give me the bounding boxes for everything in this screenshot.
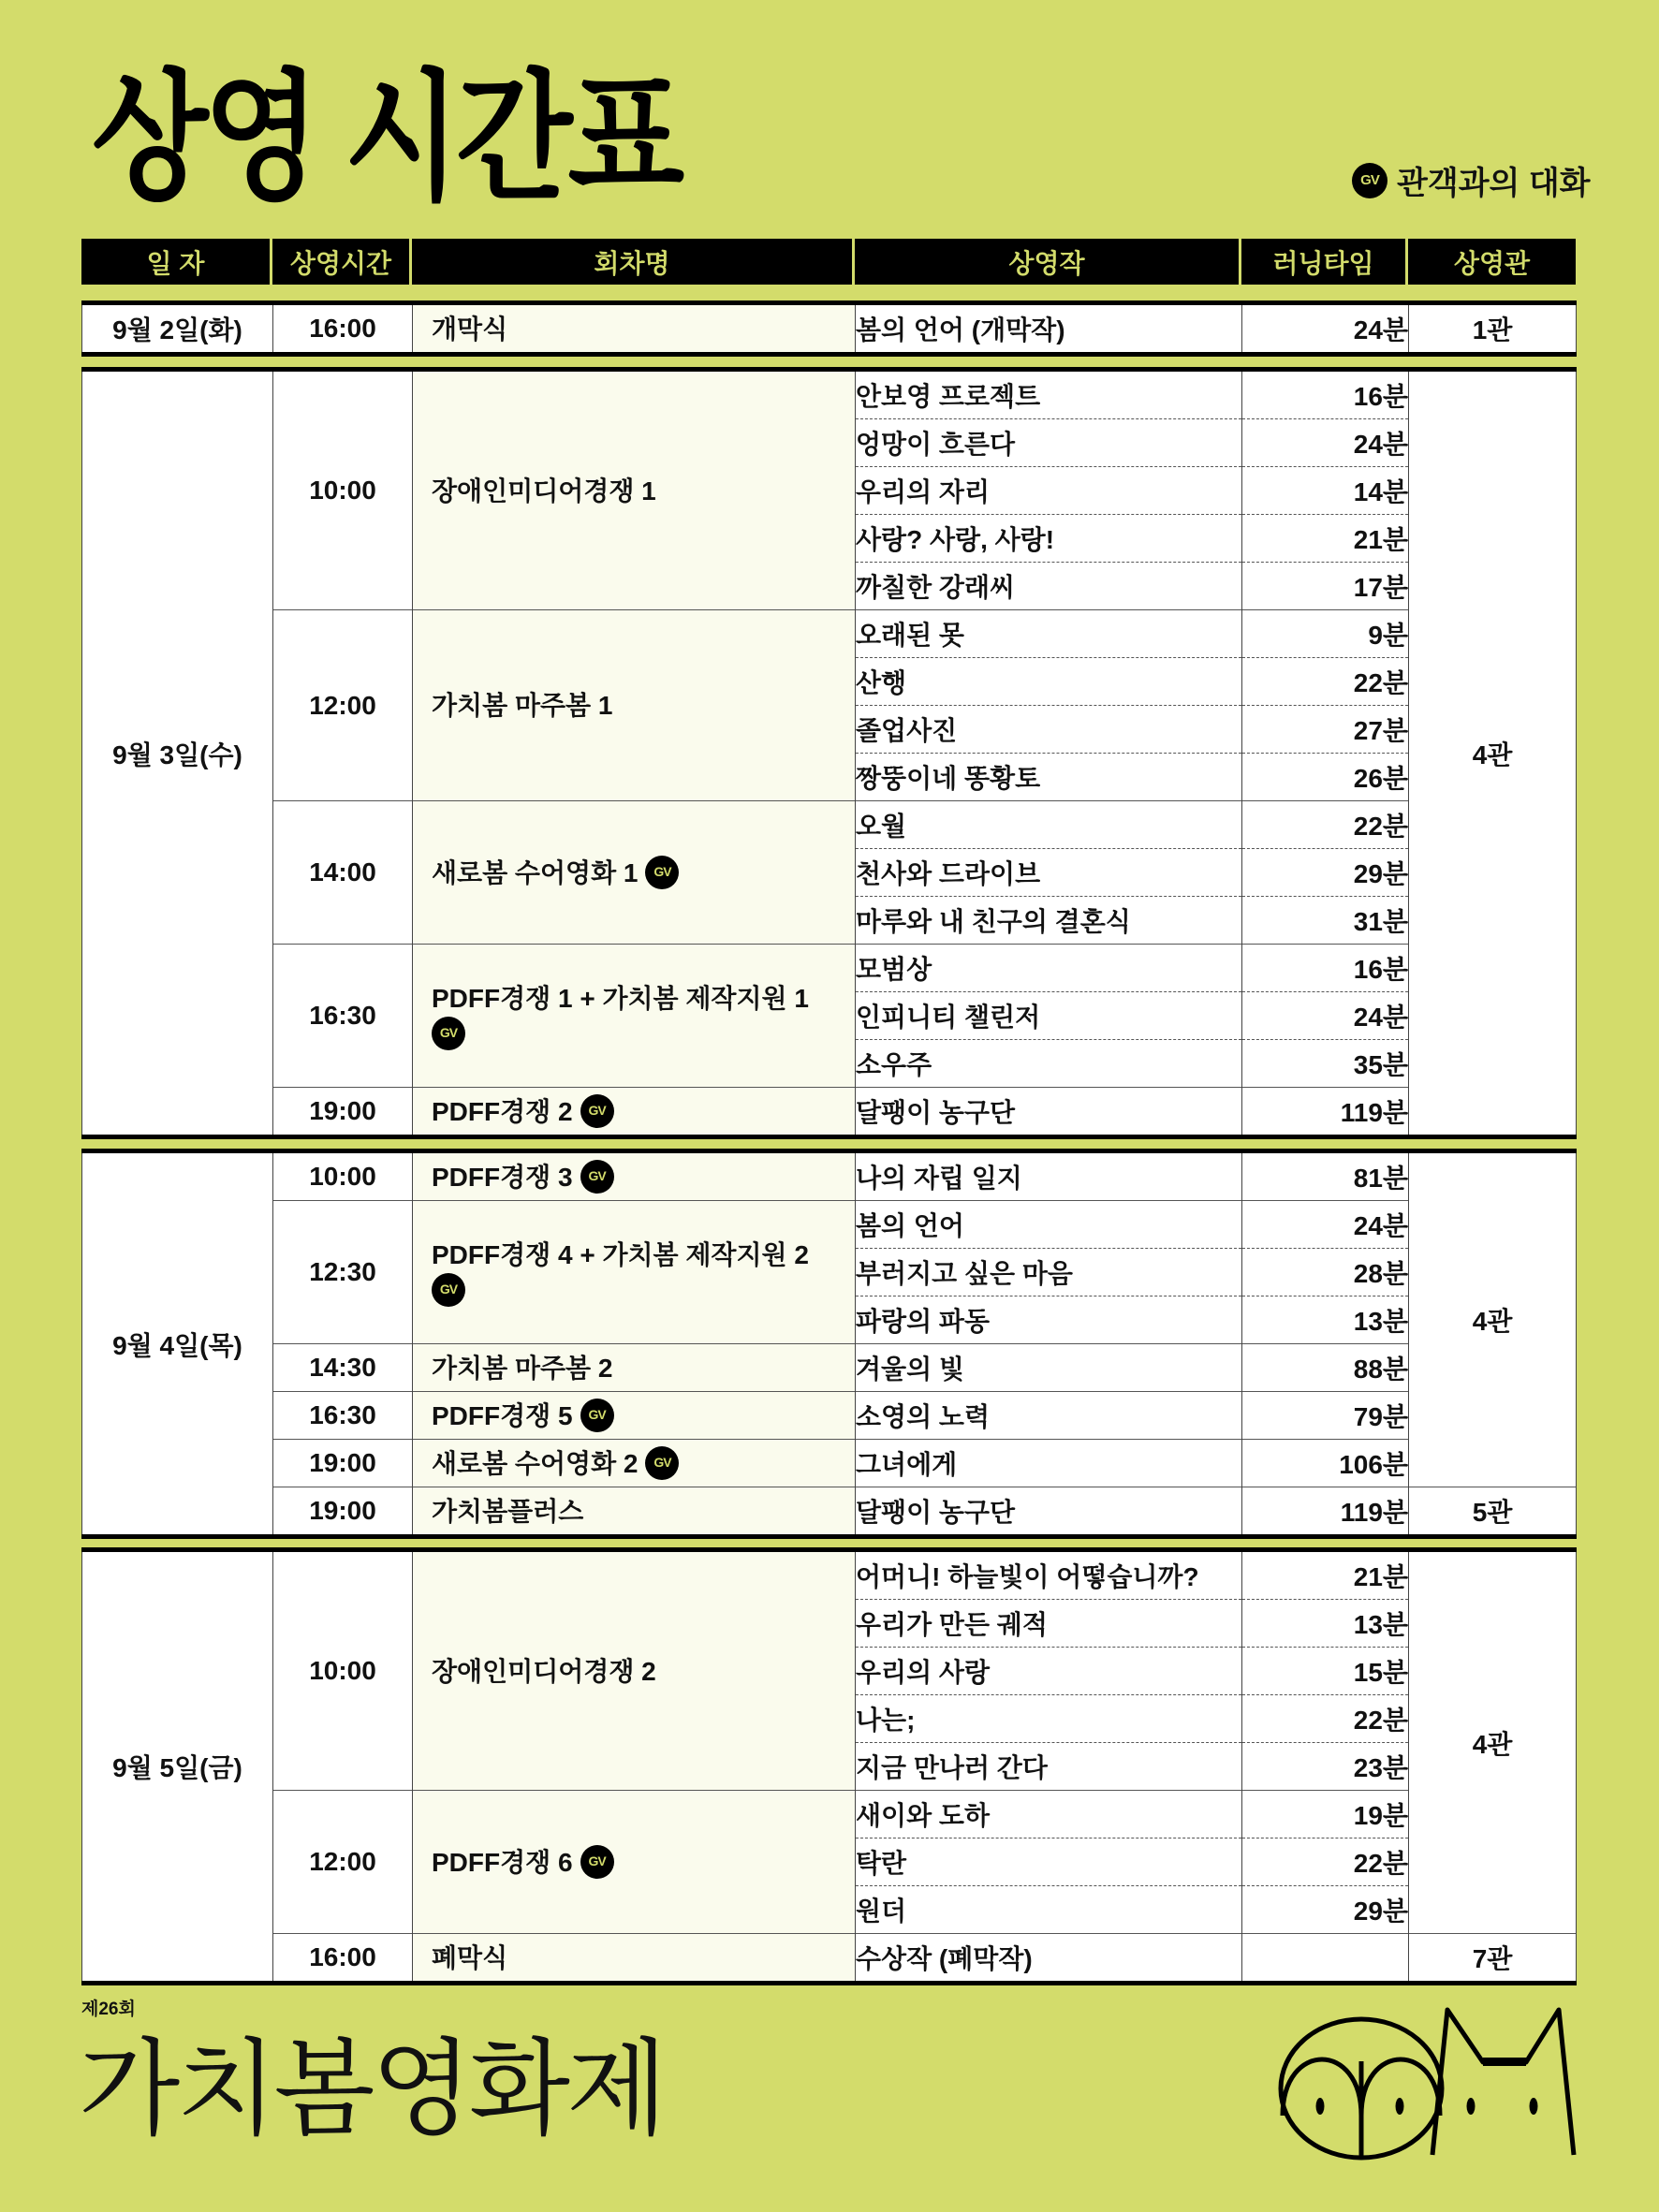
film-runtime: 24분 (1242, 303, 1409, 355)
session-name-text: PDFF경쟁 4 + 가치봄 제작지원 2 (432, 1239, 809, 1269)
table-row (82, 1392, 1577, 1440)
venue-cell: 4관 (1409, 1550, 1577, 1934)
film-runtime (1242, 1934, 1409, 1984)
gv-legend (1352, 157, 1591, 203)
table-row (82, 370, 1577, 419)
festival-logo: 가치봄영화제 (79, 2030, 665, 2147)
date-cell: 9월 3일(수) (82, 370, 273, 1137)
session-name (413, 303, 856, 355)
session-name-text: 장애인미디어경쟁 1 (432, 476, 656, 505)
film-runtime: 28분 (1242, 1249, 1409, 1296)
session-name-wrap (432, 1845, 844, 1879)
venue-cell: 4관 (1409, 370, 1577, 1137)
film-title: 탁란 (856, 1838, 1242, 1886)
film-title: 까칠한 강래씨 (856, 563, 1242, 610)
session-name (413, 945, 856, 1088)
session-time: 10:00 (273, 1151, 413, 1201)
session-time: 16:00 (273, 1934, 413, 1984)
session-name (413, 370, 856, 610)
table-row (82, 801, 1577, 849)
film-title: 어머니! 하늘빛이 어떻습니까? (856, 1550, 1242, 1600)
session-name-wrap (432, 1094, 844, 1128)
table-row (82, 303, 1577, 355)
session-name-wrap (432, 1160, 844, 1194)
film-runtime: 16분 (1242, 370, 1409, 419)
session-name (413, 1151, 856, 1201)
table-row (82, 1487, 1577, 1537)
film-title: 오월 (856, 801, 1242, 849)
film-title: 우리의 자리 (856, 467, 1242, 515)
session-name (413, 1934, 856, 1984)
table-row (82, 945, 1577, 992)
film-runtime: 106분 (1242, 1440, 1409, 1487)
film-title: 사랑? 사랑, 사랑! (856, 515, 1242, 563)
film-runtime: 19분 (1242, 1791, 1409, 1838)
film-title: 봄의 언어 (856, 1201, 1242, 1249)
date-cell: 9월 5일(금) (82, 1550, 273, 1984)
header-film: 상영작 (855, 239, 1239, 285)
film-title: 부러지고 싶은 마음 (856, 1249, 1242, 1296)
session-name (413, 610, 856, 801)
session-name-text: PDFF경쟁 2 (432, 1096, 573, 1126)
session-name-text: 가치봄 마주봄 2 (432, 1353, 613, 1383)
owl-cat-mascot-icon (1273, 2003, 1582, 2162)
film-runtime: 79분 (1242, 1392, 1409, 1440)
film-title: 산행 (856, 658, 1242, 706)
session-time: 16:30 (273, 1392, 413, 1440)
gv-badge-icon: GV (432, 1273, 465, 1307)
film-runtime: 24분 (1242, 419, 1409, 467)
session-time: 19:00 (273, 1088, 413, 1137)
film-title: 수상작 (폐막작) (856, 1934, 1242, 1984)
film-title: 파랑의 파동 (856, 1296, 1242, 1344)
film-title: 마루와 내 친구의 결혼식 (856, 897, 1242, 945)
venue-cell: 1관 (1409, 303, 1577, 355)
film-title: 졸업사진 (856, 706, 1242, 754)
film-runtime: 88분 (1242, 1344, 1409, 1392)
film-title: 천사와 드라이브 (856, 849, 1242, 897)
header-runtime: 러닝타임 (1241, 239, 1405, 285)
session-name (413, 1201, 856, 1344)
session-name-wrap (432, 1495, 844, 1528)
session-name-text: 가치봄 마주봄 1 (432, 691, 613, 720)
film-runtime: 22분 (1242, 658, 1409, 706)
film-runtime: 14분 (1242, 467, 1409, 515)
session-time: 10:00 (273, 1550, 413, 1791)
film-title: 소우주 (856, 1040, 1242, 1088)
session-name-text: 새로봄 수어영화 1 (432, 857, 639, 887)
gv-badge-icon: GV (645, 1446, 679, 1480)
film-title: 그녀에게 (856, 1440, 1242, 1487)
table-row (82, 1201, 1577, 1249)
film-runtime: 35분 (1242, 1040, 1409, 1088)
gv-badge-icon: GV (1352, 163, 1387, 198)
film-runtime: 27분 (1242, 706, 1409, 754)
session-time: 16:30 (273, 945, 413, 1088)
session-time: 12:00 (273, 610, 413, 801)
film-title: 새이와 도하 (856, 1791, 1242, 1838)
film-runtime: 119분 (1242, 1487, 1409, 1537)
session-name-wrap (432, 1655, 844, 1688)
gv-badge-icon: GV (580, 1399, 614, 1432)
session-name-wrap (432, 1399, 844, 1432)
session-name-wrap (432, 475, 844, 507)
table-row (82, 610, 1577, 658)
session-name (413, 1440, 856, 1487)
page-title: 상영 시간표 (92, 59, 680, 216)
session-time: 10:00 (273, 370, 413, 610)
film-runtime: 17분 (1242, 563, 1409, 610)
film-runtime: 22분 (1242, 1695, 1409, 1743)
day-block (81, 1547, 1577, 1985)
date-cell: 9월 2일(화) (82, 303, 273, 355)
session-name-text: PDFF경쟁 3 (432, 1162, 573, 1192)
film-runtime: 15분 (1242, 1648, 1409, 1695)
film-runtime: 13분 (1242, 1600, 1409, 1648)
table-header (81, 239, 1576, 285)
film-runtime: 24분 (1242, 1201, 1409, 1249)
film-title: 봄의 언어 (개막작) (856, 303, 1242, 355)
film-title: 원더 (856, 1886, 1242, 1934)
session-name-wrap (432, 1446, 844, 1480)
session-name-wrap (432, 856, 844, 889)
film-title: 우리가 만든 궤적 (856, 1600, 1242, 1648)
film-title: 나의 자립 일지 (856, 1151, 1242, 1201)
session-time: 12:30 (273, 1201, 413, 1344)
table-row (82, 1151, 1577, 1201)
session-name-text: 장애인미디어경쟁 2 (432, 1656, 656, 1686)
session-name-wrap (432, 313, 844, 345)
session-name (413, 1344, 856, 1392)
session-name-text: 폐막식 (432, 1942, 508, 1972)
session-name-wrap (432, 1352, 844, 1384)
film-runtime: 23분 (1242, 1743, 1409, 1791)
session-name-text: 새로봄 수어영화 2 (432, 1448, 639, 1478)
session-name-text: 가치봄플러스 (432, 1496, 584, 1526)
film-title: 엉망이 흐른다 (856, 419, 1242, 467)
film-runtime: 31분 (1242, 897, 1409, 945)
film-title: 모범상 (856, 945, 1242, 992)
gv-badge-icon: GV (580, 1160, 614, 1194)
film-title: 나는; (856, 1695, 1242, 1743)
day-block (81, 1149, 1577, 1539)
table-row (82, 1440, 1577, 1487)
session-time: 12:00 (273, 1791, 413, 1934)
session-name-text: 개막식 (432, 314, 508, 344)
film-runtime: 21분 (1242, 1550, 1409, 1600)
session-name-wrap (432, 689, 844, 722)
session-name-wrap (432, 1941, 844, 1974)
film-runtime: 24분 (1242, 992, 1409, 1040)
session-name (413, 801, 856, 945)
session-name-text: PDFF경쟁 5 (432, 1400, 573, 1430)
session-name (413, 1550, 856, 1791)
header-session: 회차명 (412, 239, 852, 285)
festival-edition: 제26회 (81, 2000, 136, 2019)
film-runtime: 22분 (1242, 1838, 1409, 1886)
film-runtime: 9분 (1242, 610, 1409, 658)
film-runtime: 26분 (1242, 754, 1409, 801)
day-block (81, 367, 1577, 1139)
film-runtime: 21분 (1242, 515, 1409, 563)
film-title: 짱뚱이네 똥황토 (856, 754, 1242, 801)
session-time: 14:30 (273, 1344, 413, 1392)
film-runtime: 29분 (1242, 849, 1409, 897)
gv-badge-icon: GV (580, 1094, 614, 1128)
film-title: 안보영 프로젝트 (856, 370, 1242, 419)
session-name-wrap (432, 1238, 844, 1307)
gv-badge-icon: GV (432, 1017, 465, 1050)
film-title: 우리의 사랑 (856, 1648, 1242, 1695)
gv-badge-icon: GV (580, 1845, 614, 1879)
table-row (82, 1344, 1577, 1392)
film-runtime: 119분 (1242, 1088, 1409, 1137)
film-title: 지금 만나러 간다 (856, 1743, 1242, 1791)
film-runtime: 22분 (1242, 801, 1409, 849)
day-block (81, 300, 1577, 357)
film-runtime: 16분 (1242, 945, 1409, 992)
venue-cell: 4관 (1409, 1151, 1577, 1487)
film-title: 소영의 노력 (856, 1392, 1242, 1440)
session-name-text: PDFF경쟁 6 (432, 1847, 573, 1877)
header-date: 일 자 (81, 239, 270, 285)
session-time: 16:00 (273, 303, 413, 355)
table-row (82, 1934, 1577, 1984)
header-venue: 상영관 (1408, 239, 1576, 285)
gv-badge-icon: GV (645, 856, 679, 889)
gv-legend-label: 관객과의 대화 (1397, 166, 1591, 201)
session-time: 19:00 (273, 1487, 413, 1537)
film-title: 달팽이 농구단 (856, 1487, 1242, 1537)
session-name (413, 1088, 856, 1137)
venue-cell: 7관 (1409, 1934, 1577, 1984)
session-name (413, 1392, 856, 1440)
film-title: 인피니티 챌린저 (856, 992, 1242, 1040)
venue-cell: 5관 (1409, 1487, 1577, 1537)
film-title: 겨울의 빛 (856, 1344, 1242, 1392)
film-title: 달팽이 농구단 (856, 1088, 1242, 1137)
session-name (413, 1487, 856, 1537)
film-runtime: 29분 (1242, 1886, 1409, 1934)
table-row (82, 1550, 1577, 1600)
film-runtime: 13분 (1242, 1296, 1409, 1344)
date-cell: 9월 4일(목) (82, 1151, 273, 1537)
session-time: 14:00 (273, 801, 413, 945)
table-row (82, 1088, 1577, 1137)
session-name-text: PDFF경쟁 1 + 가치봄 제작지원 1 (432, 983, 809, 1013)
film-runtime: 81분 (1242, 1151, 1409, 1201)
table-row (82, 1791, 1577, 1838)
film-title: 오래된 못 (856, 610, 1242, 658)
session-time: 19:00 (273, 1440, 413, 1487)
header-time: 상영시간 (272, 239, 409, 285)
session-name-wrap (432, 982, 844, 1050)
session-name (413, 1791, 856, 1934)
